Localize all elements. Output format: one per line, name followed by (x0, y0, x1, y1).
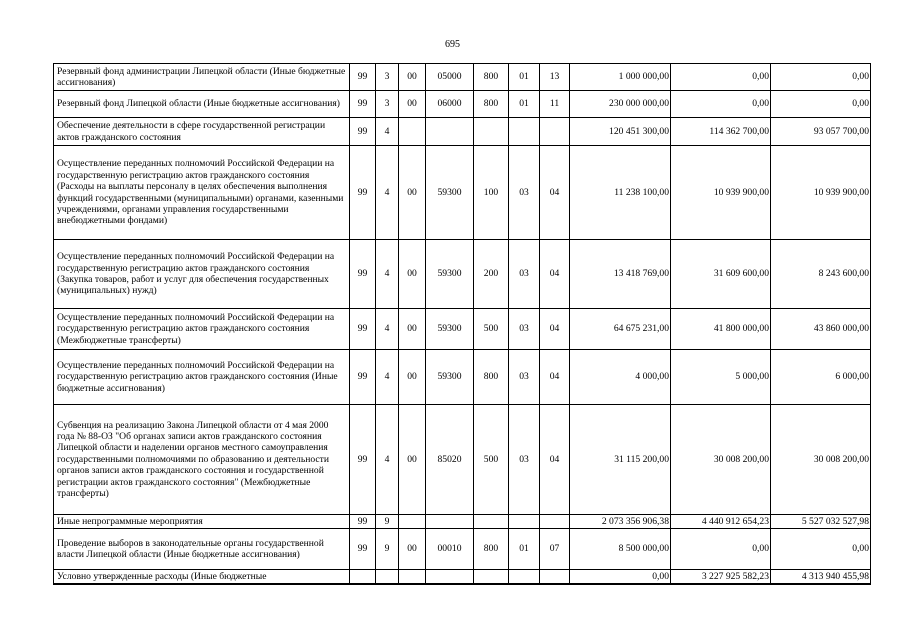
cell-code5: 800 (474, 529, 509, 570)
cell-code2: 4 (376, 350, 399, 405)
page-number: 695 (445, 39, 460, 50)
cell-value2: 5 000,00 (671, 350, 771, 405)
cell-code1: 99 (350, 309, 376, 350)
cell-code5 (474, 515, 509, 529)
cell-code2: 4 (376, 405, 399, 515)
cell-code5 (474, 570, 509, 584)
cell-code6: 03 (509, 350, 540, 405)
cell-code5: 500 (474, 405, 509, 515)
row-name: Условно утвержденные расходы (Иные бюджетные (54, 570, 350, 584)
cell-value3: 0,00 (771, 64, 871, 91)
cell-value3: 93 057 700,00 (771, 118, 871, 146)
table-row (54, 515, 871, 529)
table-row (54, 64, 871, 91)
cell-code4 (426, 118, 474, 146)
cell-code7 (540, 515, 570, 529)
cell-code1: 99 (350, 240, 376, 309)
cell-code6: 03 (509, 146, 540, 240)
cell-code6: 03 (509, 240, 540, 309)
table-row (54, 350, 871, 405)
cell-value1: 31 115 200,00 (570, 405, 671, 515)
cell-code5: 200 (474, 240, 509, 309)
cell-code6 (509, 570, 540, 584)
cell-code5: 800 (474, 350, 509, 405)
cell-code4: 05000 (426, 64, 474, 91)
table-row (54, 91, 871, 118)
cell-code6: 03 (509, 309, 540, 350)
row-name: Резервный фонд Липецкой области (Иные бюджетные ассигнования) (54, 91, 350, 118)
row-name: Осуществление переданных полномочий Российской Федерации на государственную регистрацию актов гражданского состояния (Иные бюджетные ассигнования) (54, 350, 350, 405)
cell-code4: 59300 (426, 350, 474, 405)
cell-value2: 3 227 925 582,23 (671, 570, 771, 584)
cell-code3: 00 (399, 64, 426, 91)
cell-code1: 99 (350, 64, 376, 91)
row-name: Осуществление переданных полномочий Российской Федерации на государственную регистрацию актов гражданского состояния (Закупка товаров, работ и услуг для обеспечения государственных (муниципальных) нужд) (54, 240, 350, 309)
table-row (54, 118, 871, 146)
cell-code4: 59300 (426, 309, 474, 350)
table-row (54, 309, 871, 350)
cell-code2: 3 (376, 64, 399, 91)
cell-code2: 4 (376, 309, 399, 350)
cell-code1 (350, 570, 376, 584)
cell-code3: 00 (399, 146, 426, 240)
cell-value1: 13 418 769,00 (570, 240, 671, 309)
cell-code1: 99 (350, 91, 376, 118)
cell-code4: 00010 (426, 529, 474, 570)
cell-code1: 99 (350, 146, 376, 240)
cell-code7: 04 (540, 405, 570, 515)
cell-value2: 0,00 (671, 529, 771, 570)
cell-code3 (399, 118, 426, 146)
cell-value2: 10 939 900,00 (671, 146, 771, 240)
cell-code3: 00 (399, 529, 426, 570)
cell-value3: 6 000,00 (771, 350, 871, 405)
cell-code1: 99 (350, 529, 376, 570)
cell-code3: 00 (399, 350, 426, 405)
cell-value1: 0,00 (570, 570, 671, 584)
cell-code7: 04 (540, 350, 570, 405)
cell-code4 (426, 570, 474, 584)
cell-code1: 99 (350, 515, 376, 529)
row-name: Обеспечение деятельности в сфере государственной регистрации актов гражданского состояния (54, 118, 350, 146)
row-name: Осуществление переданных полномочий Российской Федерации на государственную регистрацию актов гражданского состояния (Межбюджетные трансферты) (54, 309, 350, 350)
cell-code5: 100 (474, 146, 509, 240)
cell-code3: 00 (399, 91, 426, 118)
cell-value2: 31 609 600,00 (671, 240, 771, 309)
table-row (54, 146, 871, 240)
cell-code6 (509, 515, 540, 529)
row-name: Резервный фонд администрации Липецкой области (Иные бюджетные ассигнования) (54, 64, 350, 91)
cell-code6: 01 (509, 91, 540, 118)
cell-code1: 99 (350, 350, 376, 405)
cell-value3: 0,00 (771, 91, 871, 118)
cell-code4: 59300 (426, 146, 474, 240)
cell-value3: 43 860 000,00 (771, 309, 871, 350)
cell-code3: 00 (399, 405, 426, 515)
cell-value2: 114 362 700,00 (671, 118, 771, 146)
cell-value3: 4 313 940 455,98 (771, 570, 871, 584)
cell-code7 (540, 570, 570, 584)
cell-code5: 800 (474, 64, 509, 91)
cell-code4: 06000 (426, 91, 474, 118)
row-name: Осуществление переданных полномочий Российской Федерации на государственную регистрацию актов гражданского состояния (Расходы на выплаты персоналу в целях обеспечения выполнения функций государственными (муниципальными) органами, казенными учреждениями, органами управления государственными внебюджетными фондами) (54, 146, 350, 240)
row-name: Субвенция на реализацию Закона Липецкой области от 4 мая 2000 года № 88-ОЗ "Об органах записи актов гражданского состояния Липецкой области и наделении органов местного самоуправления государственными полномочиями по образованию и деятельности органов записи актов гражданского состояния и государственной регистрации актов гражданского состояния" (Межбюджетные трансферты) (54, 405, 350, 515)
cell-code2: 3 (376, 91, 399, 118)
cell-code5: 800 (474, 91, 509, 118)
cell-code7 (540, 118, 570, 146)
cell-value2: 0,00 (671, 64, 771, 91)
cell-value1: 8 500 000,00 (570, 529, 671, 570)
budget-table (53, 63, 871, 585)
cell-value1: 120 451 300,00 (570, 118, 671, 146)
table-row (54, 570, 871, 584)
cell-code3: 00 (399, 309, 426, 350)
cell-code5: 500 (474, 309, 509, 350)
cell-value1: 4 000,00 (570, 350, 671, 405)
row-name: Иные непрограммные мероприятия (54, 515, 350, 529)
cell-value3: 0,00 (771, 529, 871, 570)
cell-code2: 9 (376, 529, 399, 570)
cell-value2: 41 800 000,00 (671, 309, 771, 350)
cell-code6: 03 (509, 405, 540, 515)
cell-code7: 04 (540, 146, 570, 240)
cell-value2: 30 008 200,00 (671, 405, 771, 515)
cell-value3: 8 243 600,00 (771, 240, 871, 309)
cell-code1: 99 (350, 405, 376, 515)
cell-code6: 01 (509, 64, 540, 91)
cell-code4: 85020 (426, 405, 474, 515)
cell-code2: 9 (376, 515, 399, 529)
cell-code4: 59300 (426, 240, 474, 309)
table-row (54, 529, 871, 570)
cell-code3 (399, 515, 426, 529)
cell-code5 (474, 118, 509, 146)
cell-code3: 00 (399, 240, 426, 309)
cell-value1: 11 238 100,00 (570, 146, 671, 240)
row-name: Проведение выборов в законодательные органы государственной власти Липецкой области (Иные бюджетные ассигнования) (54, 529, 350, 570)
cell-code7: 04 (540, 240, 570, 309)
table-row (54, 240, 871, 309)
cell-code2 (376, 570, 399, 584)
cell-code6 (509, 118, 540, 146)
cell-code7: 07 (540, 529, 570, 570)
cell-code7: 13 (540, 64, 570, 91)
cell-code2: 4 (376, 146, 399, 240)
cell-value2: 4 440 912 654,23 (671, 515, 771, 529)
table-row (54, 405, 871, 515)
cell-code2: 4 (376, 118, 399, 146)
cell-code7: 04 (540, 309, 570, 350)
cell-value1: 2 073 356 906,38 (570, 515, 671, 529)
cell-value1: 64 675 231,00 (570, 309, 671, 350)
cell-code7: 11 (540, 91, 570, 118)
cell-value1: 230 000 000,00 (570, 91, 671, 118)
cell-code6: 01 (509, 529, 540, 570)
cell-value1: 1 000 000,00 (570, 64, 671, 91)
cell-code3 (399, 570, 426, 584)
cell-code4 (426, 515, 474, 529)
cell-value3: 10 939 900,00 (771, 146, 871, 240)
cell-code1: 99 (350, 118, 376, 146)
cell-value3: 30 008 200,00 (771, 405, 871, 515)
cell-value3: 5 527 032 527,98 (771, 515, 871, 529)
cell-code2: 4 (376, 240, 399, 309)
cell-value2: 0,00 (671, 91, 771, 118)
